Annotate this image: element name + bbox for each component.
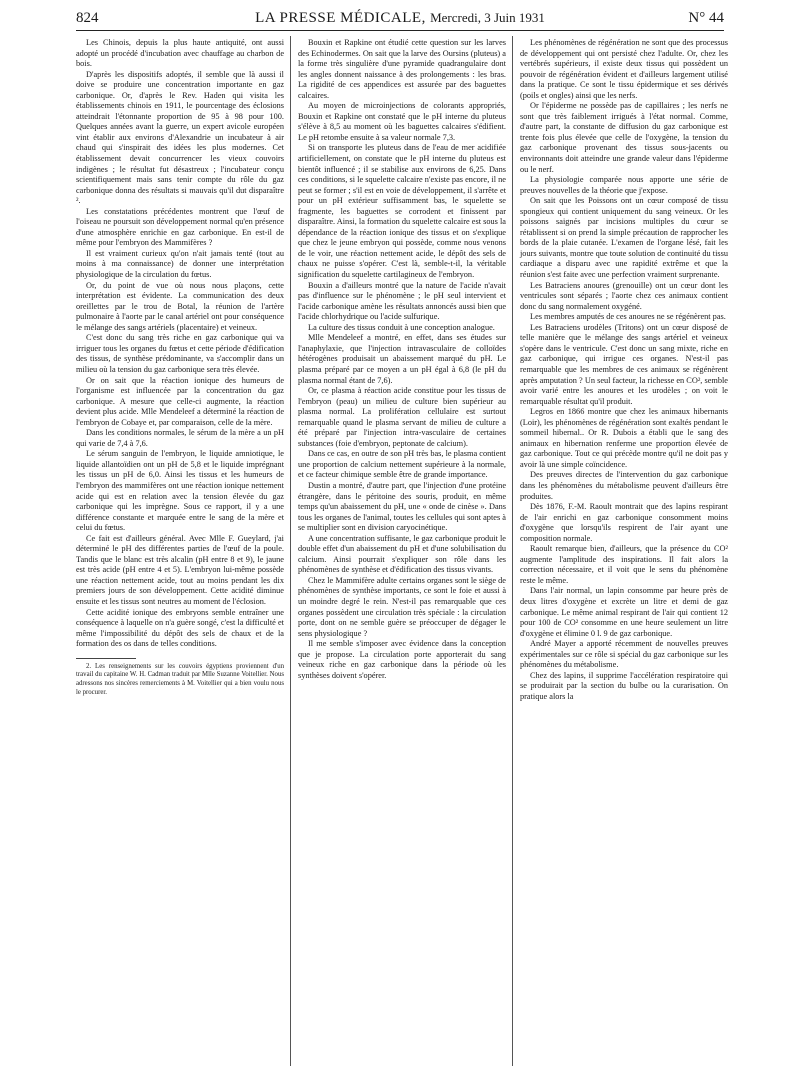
paragraph: Or l'épiderme ne possède pas de capillaires ; les nerfs ne sont que très faiblement irrigués à l'état normal. Comme, d'autre part, la constante de diffusion du gaz carbonique est trente fois plus élevée que celle de l'oxygène, la tension du gaz carbonique provenant des tissus sous-jacents ou environnants doit atteindre une grande valeur dans l'épiderme ou le nerf. bbox=[520, 101, 728, 174]
paragraph: Cette acidité ionique des embryons semble entraîner une conséquence à laquelle on n'a guère songé, c'est la difficulté et même l'impossibilité du dépôt des sels de chaux et de la formation des os dans de telles conditions. bbox=[76, 607, 284, 649]
paragraph: Dans l'air normal, un lapin consomme par heure près de deux litres d'oxygène et excrète un litre et demi de gaz carbonique. Le même animal respirant de l'air qui contient 12 pour 100 de CO² consomme en une heure seulement un litre d'oxygène et élimine 0 l. 9 de gaz carbonique. bbox=[520, 586, 728, 638]
paragraph: Chez des lapins, il supprime l'accélération respiratoire qui se produirait par la section du bulbe ou la curarisation. On pratique alors la bbox=[520, 670, 728, 701]
paragraph: On sait que les Poissons ont un cœur composé de tissu spongieux qui contient uniquement du sang veineux. Or les poissons saignés par incisions multiples du cœur se rétablissent si on prend la simple précaution de rapprocher les bords de la plaie cutanée. L'examen de l'organe lésé, fait les jours suivants, montre que toute solution de continuité du tissu cardiaque a disparu avec une rapidité extrême et que la réunion s'est faite avec une perfection vraiment surprenante. bbox=[520, 196, 728, 280]
paragraph: Ce fait est d'ailleurs général. Avec Mlle F. Gueylard, j'ai déterminé le pH des différentes parties de l'œuf de la poule. Tandis que le blanc est très alcalin (pH entre 8 et 9), le jaune est très acide (pH entre 4 et 5). L'embryon lui-même possède une réaction nettement acide, tout au moins pendant les dix premiers jours de son développement. Cette acidité diminue ensuite et les tissus sont neutres au moment de l'éclosion. bbox=[76, 533, 284, 606]
paragraph: Les Batraciens anoures (grenouille) ont un cœur dont les ventricules sont séparés ; l'aorte chez ces animaux contient donc du sang normalement oxygéné. bbox=[520, 280, 728, 311]
footnote-rule bbox=[76, 658, 136, 659]
paragraph: Mlle Mendeleef a montré, en effet, dans ses études sur l'anaphylaxie, que l'injection intravasculaire de colloïdes hétérogènes produisait un abaissement marqué du pH. Le plasma préparé par ce moyen a un pH égal à 6,8 (le pH du plasma normal étant de 7,6). bbox=[298, 333, 506, 385]
paragraph: Raoult remarque bien, d'ailleurs, que la présence du CO² augmente l'amplitude des inspirations. Il fait alors la correction nécessaire, et il voit que le sens du phénomène reste le même. bbox=[520, 544, 728, 585]
paragraph: Dès 1876, F.-M. Raoult montrait que des lapins respirant de l'air enrichi en gaz carbonique consomment moins d'oxygène que lorsqu'ils respirent de l'air ayant une composition normale. bbox=[520, 502, 728, 543]
paragraph: Bouxin a d'ailleurs montré que la nature de l'acide n'avait pas d'influence sur le phénomène ; le pH seul intervient et l'acide carbonique amène les résultats annoncés aussi bien que l'acide chlorhydrique ou l'acide sulfurique. bbox=[298, 280, 506, 322]
column-3 bbox=[520, 38, 728, 702]
paragraph: Bouxin et Rapkine ont étudié cette question sur les larves des Echinodermes. On sait que la larve des Oursins (pluteus) a la forme très singulière d'une pyramide quadrangulaire dont les angles donnent naissance à des prolongements : les bras. La rigidité de ces appendices est assurée par des baguettes calcaires. bbox=[298, 38, 506, 100]
paragraph: Or, ce plasma à réaction acide constitue pour les tissus de l'embryon (peau) un milieu de culture bien supérieur au plasma normal. La prolifération cellulaire est surtout remarquable quand le plasma servant de milieu de culture a été préparé par l'injection intra-vasculaire de certaines substances (foie d'embryon, peptonate de calcium). bbox=[298, 386, 506, 448]
page-number: 824 bbox=[76, 10, 99, 26]
column-divider bbox=[512, 36, 513, 1066]
column-2 bbox=[298, 38, 506, 681]
paragraph: Il me semble s'imposer avec évidence dans la conception que je propose. La circulation porte apporterait du sang veineux riche en gaz carbonique dans la période où les synthèses doivent s'opérer. bbox=[298, 639, 506, 680]
journal-title: LA PRESSE MÉDICALE, bbox=[255, 10, 426, 26]
paragraph: Des preuves directes de l'intervention du gaz carbonique dans les phénomènes du métabolisme peuvent d'ailleurs être produites. bbox=[520, 470, 728, 501]
paragraph: Les membres amputés de ces anoures ne se régénèrent pas. bbox=[530, 312, 726, 322]
paragraph: Le sérum sanguin de l'embryon, le liquide amniotique, le liquide allantoïdien ont un pH de 5,8 et le liquide imprégnant les tissus un pH de 6,0. Ainsi les tissus et les humeurs de l'embryon des mammifères ont une réaction ionique nettement acide qui est en relation avec la tension élevée du gaz carbonique qui les imprègne. Sous ce rapport, il y a une différence constante et marquée entre le sang de la mère et celui du fœtus. bbox=[76, 449, 284, 533]
journal-title-line bbox=[76, 10, 724, 27]
footnote: 2. Les renseignements sur les couvoirs égyptiens proviennent d'un travail du capitaine W. H. Cadman traduit par Mlle Suzanne Voitellier. Nous adressons nos sincères remerciements à M. Voitellier qui a bien voulu nous le procurer. bbox=[76, 662, 284, 696]
paragraph: C'est donc du sang très riche en gaz carbonique qui va irriguer tous les organes du fœtus et cette période d'édification des tissus, de synthèse prédominante, va s'accomplir dans un milieu où la tension du gaz carbonique sera très élevée. bbox=[76, 333, 284, 374]
paragraph: La culture des tissus conduit à une conception analogue. bbox=[308, 322, 495, 332]
paragraph: Or on sait que la réaction ionique des humeurs de l'organisme est influencée par la concentration du gaz carbonique. A mesure que celle-ci augmente, la réaction devient plus acide. Mlle Mendeleef a déterminé la réaction de l'embryon de Cobaye et, par comparaison, celle de la mère. bbox=[76, 375, 284, 427]
paragraph: Chez le Mammifère adulte certains organes sont le siège de phénomènes de synthèse importants, ce sont le foie et aussi à un moindre degré le rein. N'est-il pas remarquable que ces organes possèdent une circulation très spéciale : la circulation porte, dont on ne semble guère se préoccuper de dégager le sens physiologique ? bbox=[298, 575, 506, 638]
paragraph: D'après les dispositifs adoptés, il semble que là aussi il doive se produire une concentration importante en gaz carbonique. Or, d'après le Rev. Haden qui visita les établissements chinois en 1911, le pourcentage des éclosions atteindrait l'étonnante proportion de 95 à 98 pour 100. Quelques années avant la guerre, un expert avicole européen vint établir aux environs d'Alexandrie un incubateur à air chaud qui s'inspirait des idées les plus modernes. Cet établissement devait concurrencer les vieux couvoirs indigènes ; le résultat fut désastreux ; l'incubateur conçu scientifiquement mais sans tenir compte du rôle du gaz carbonique donna des résultats si mauvais qu'il dut disparaître ². bbox=[76, 69, 284, 206]
issue-number: N° 44 bbox=[688, 10, 724, 26]
issue-date: Mercredi, 3 Juin 1931 bbox=[430, 10, 545, 25]
paragraph: A une concentration suffisante, le gaz carbonique produit le double effet d'un abaissement du pH et d'une solubilisation du calcium. Ainsi pourrait s'expliquer son rôle dans les phénomènes de synthèse et d'édification des tissus vivants. bbox=[298, 533, 506, 575]
paragraph: Les phénomènes de régénération ne sont que des processus de développement qui ont persisté chez l'adulte. Or, chez les vertébrés supérieurs, il existe deux tissus qui possèdent un pouvoir de régénération évident et d'ailleurs largement utilisé dans la pratique. Ce sont le tissu épidermique et ses dérivés (poils et ongles) ainsi que les nerfs. bbox=[520, 38, 728, 100]
paragraph: Dustin a montré, d'autre part, que l'injection d'une protéine étrangère, dans le péritoine des souris, produit, en même temps qu'un abaissement du pH, une « onde de cinèse ». Dans tous les organes de l'animal, toutes les cellules qui sont aptes à se multiplier sont en division caryocinétique. bbox=[298, 480, 506, 533]
page-header bbox=[76, 8, 724, 30]
paragraph: Dans les conditions normales, le sérum de la mère a un pH qui varie de 7,4 à 7,6. bbox=[76, 428, 284, 448]
paragraph: Or, du point de vue où nous nous plaçons, cette interprétation est évidente. La communication des deux oreillettes par le trou de Botal, la réunion de l'artère pulmonaire à l'aorte par le canal artériel ont pour conséquence le mélange des sangs artériels (placentaire) et veineux. bbox=[76, 280, 284, 332]
paragraph: Les Chinois, depuis la plus haute antiquité, ont aussi adopté un procédé d'incubation avec chauffage au charbon de bois. bbox=[76, 38, 284, 69]
column-divider bbox=[290, 36, 291, 1066]
paragraph: Legros en 1866 montre que chez les animaux hibernants (Loir), les phénomènes de régénération sont exaltés pendant le sommeil hibernal.. Or R. Dubois a établi que le sang des animaux en hibernation renferme une proportion élevée de gaz carbonique. Tout ce qui précède montre qu'il ne doit pas y avoir là une simple coïncidence. bbox=[520, 407, 728, 469]
paragraph: André Mayer a apporté récemment de nouvelles preuves expérimentales sur ce rôle si spécial du gaz carbonique sur les phénomènes du métabolisme. bbox=[520, 639, 728, 670]
paragraph: Au moyen de microinjections de colorants appropriés, Bouxin et Rapkine ont constaté que le pH interne du pluteus s'élève à 8,5 au moment où les baguettes calcaires s'édifient. Le pH retombe ensuite à sa valeur normale 7,3. bbox=[298, 101, 506, 142]
paragraph: Si on transporte les pluteus dans de l'eau de mer acidifiée artificiellement, on constate que le pH interne du pluteus est bientôt influencé ; il se stabilise aux environs de 6,25. Dans ces conditions, si le squelette calcaire n'existe pas encore, il ne peut se former ; s'il est en voie de développement, il s'arrête et pour un pH extérieur suffisamment bas, le squelette se fragmente, les baguettes se corrodent et finissent par disparaître. Ainsi, la formation du squelette calcaire est sous la dépendance de la réaction ionique des tissus et on s'explique que chez le jeune embryon qui possède, comme nous venons de le voir, une réaction nettement acide, le dépôt des sels de chaux ne puisse s'opérer. C'est là, semble-t-il, la véritable signification du squelette cartilagineux de l'embryon. bbox=[298, 143, 506, 280]
header-rule bbox=[76, 30, 724, 31]
column-1 bbox=[76, 38, 284, 697]
paragraph: Il est vraiment curieux qu'on n'ait jamais tenté (tout au moins à ma connaissance) de donner une interprétation physiologique de la circulation du fœtus. bbox=[76, 248, 284, 280]
paragraph: Les Batraciens urodèles (Tritons) ont un cœur disposé de telle manière que le mélange des sangs artériel et veineux s'opère dans le ventricule. C'est donc un sang mixte, riche en gaz carbonique, qui irrigue ces organes. N'est-il pas remarquable que les membres de ces animaux se régénèrent après amputation ? Un seul facteur, la richesse en CO², semble avoir varié entre les anoures et les urodèles ; on voit le remarquable résultat qu'il produit. bbox=[520, 322, 728, 406]
paragraph: Dans ce cas, en outre de son pH très bas, le plasma contient une proportion de calcium nettement supérieure à la normale, et ce facteur chimique semble être de grande importance. bbox=[298, 449, 506, 480]
paragraph: Les constatations précédentes montrent que l'œuf de l'oiseau ne poursuit son développement normal qu'en présence d'une atmosphère enrichie en gaz carbonique. En est-il de même pour l'embryon des Mammifères ? bbox=[76, 206, 284, 248]
paragraph: La physiologie comparée nous apporte une série de preuves nouvelles de la théorie que j'expose. bbox=[520, 175, 728, 195]
